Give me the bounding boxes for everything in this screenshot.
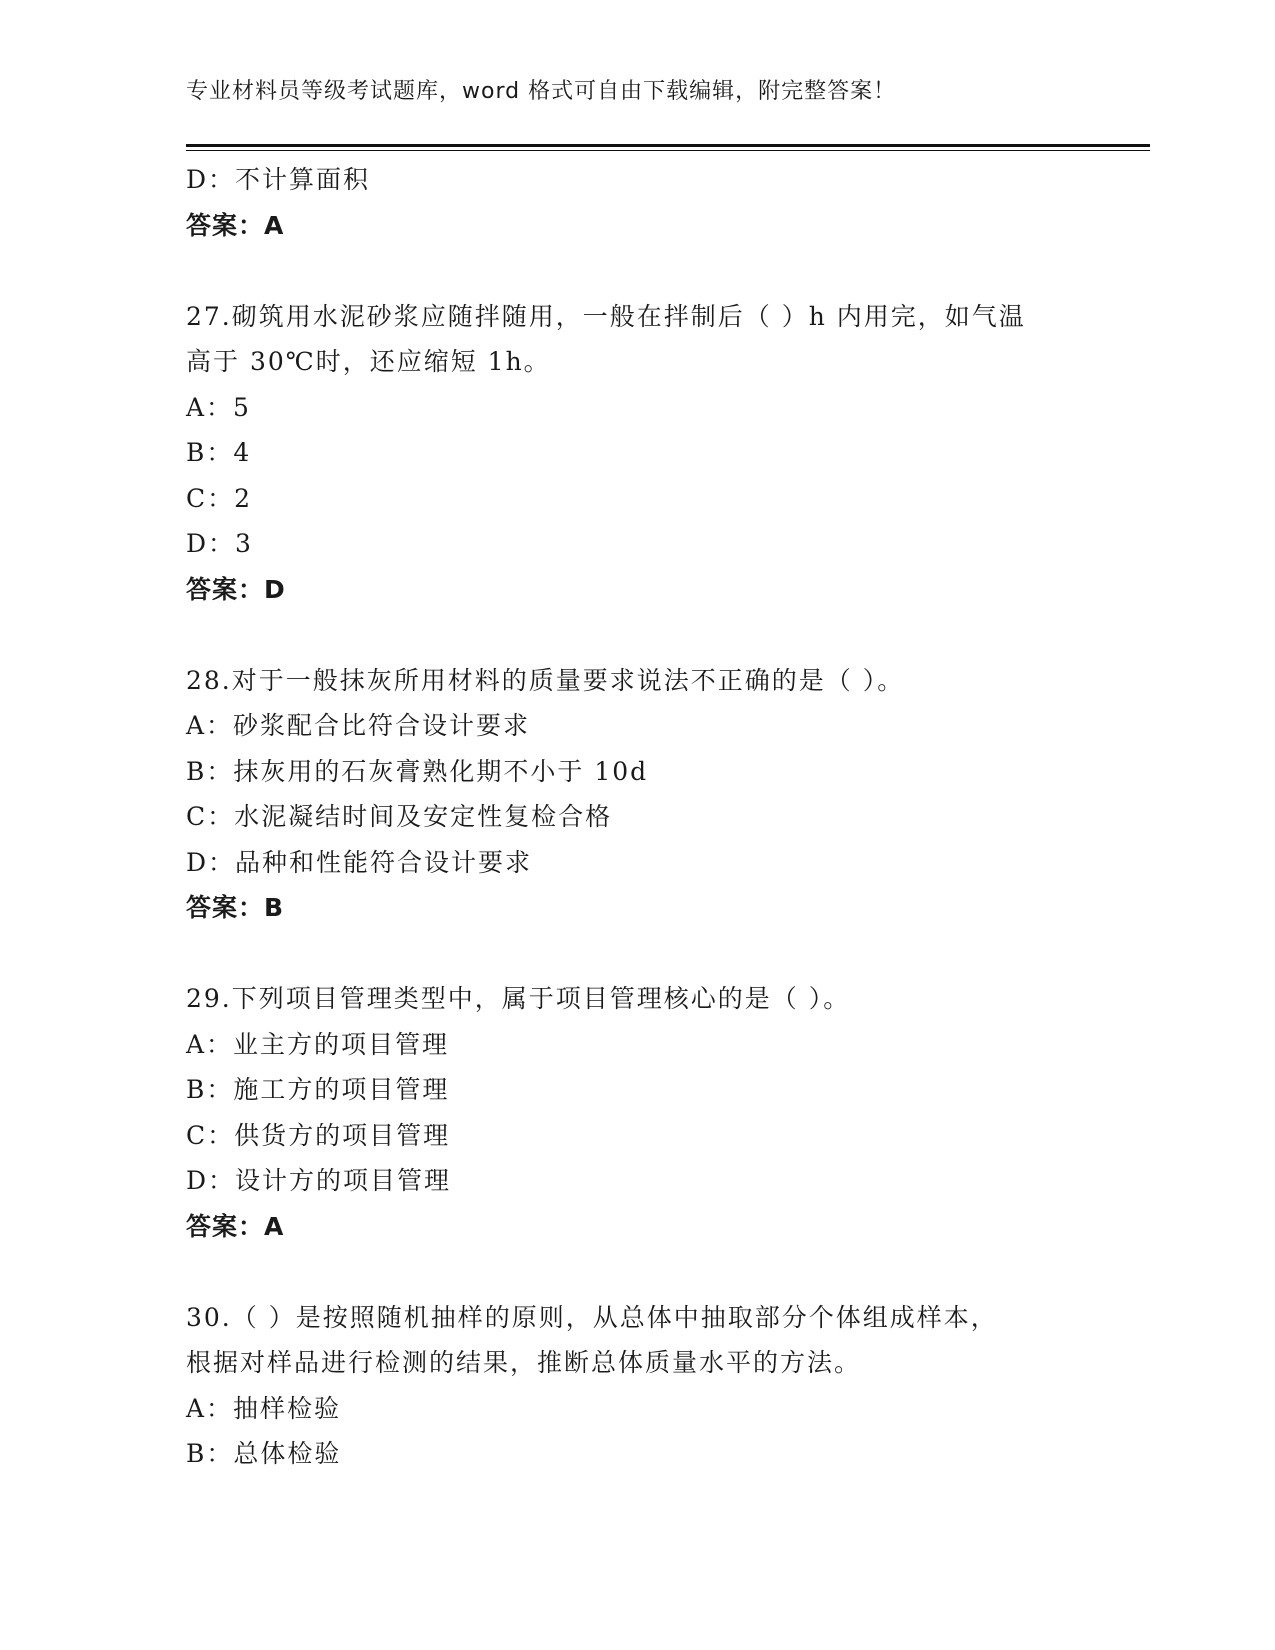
option-a: A：砂浆配合比符合设计要求 [186, 711, 531, 740]
option-c: C：供货方的项目管理 [186, 1120, 451, 1150]
question-stem-line: 29.下列项目管理类型中，属于项目管理核心的是（ ）。 [186, 984, 851, 1013]
question-stem-line: 27.砌筑用水泥砂浆应随拌随用，一般在拌制后（ ）h 内用完，如气温 [186, 301, 1026, 331]
option-a: A：业主方的项目管理 [186, 1029, 450, 1059]
question-30 [186, 1295, 1106, 1477]
spacer [186, 612, 1106, 658]
question-stem-line: 根据对样品进行检测的结果，推断总体质量水平的方法。 [186, 1348, 862, 1377]
option-b: B：施工方的项目管理 [186, 1075, 450, 1104]
header-rule-thin [186, 150, 1150, 151]
option-c: C：水泥凝结时间及安定性复检合格 [186, 802, 613, 831]
question-content [186, 157, 1106, 1477]
question-stem-line: 28.对于一般抹灰所用材料的质量要求说法不正确的是（ ）。 [186, 665, 905, 695]
question-27 [186, 294, 1106, 613]
option-b: B：总体检验 [186, 1439, 342, 1468]
option-b: B：4 [186, 438, 252, 467]
option-b: B：抹灰用的石灰膏熟化期不小于 10d [186, 756, 649, 786]
option-d: D：设计方的项目管理 [186, 1166, 452, 1195]
question-28 [186, 658, 1106, 931]
option-d: D：3 [186, 529, 253, 558]
answer: 答案：A [186, 1211, 285, 1241]
spacer [186, 248, 1106, 294]
answer: 答案：B [186, 893, 285, 922]
option-a: A：5 [186, 392, 251, 422]
question-29 [186, 976, 1106, 1249]
header-rule-thick [186, 144, 1150, 147]
spacer [186, 1249, 1106, 1295]
question-stem-line: 高于 30℃时，还应缩短 1h。 [186, 347, 551, 376]
option-c: C：2 [186, 483, 253, 513]
answer: 答案：D [186, 574, 286, 604]
question-stem-line: 30.（ ）是按照随机抽样的原则，从总体中抽取部分个体组成样本， [186, 1302, 998, 1332]
prev-answer: 答案：A [186, 210, 285, 240]
spacer [186, 931, 1106, 977]
page-header: 专业材料员等级考试题库，word 格式可自由下载编辑，附完整答案！ [186, 79, 897, 104]
option-a: A：抽样检验 [186, 1393, 342, 1423]
option-d: D：品种和性能符合设计要求 [186, 847, 533, 877]
prev-option-d: D：不计算面积 [186, 165, 371, 194]
